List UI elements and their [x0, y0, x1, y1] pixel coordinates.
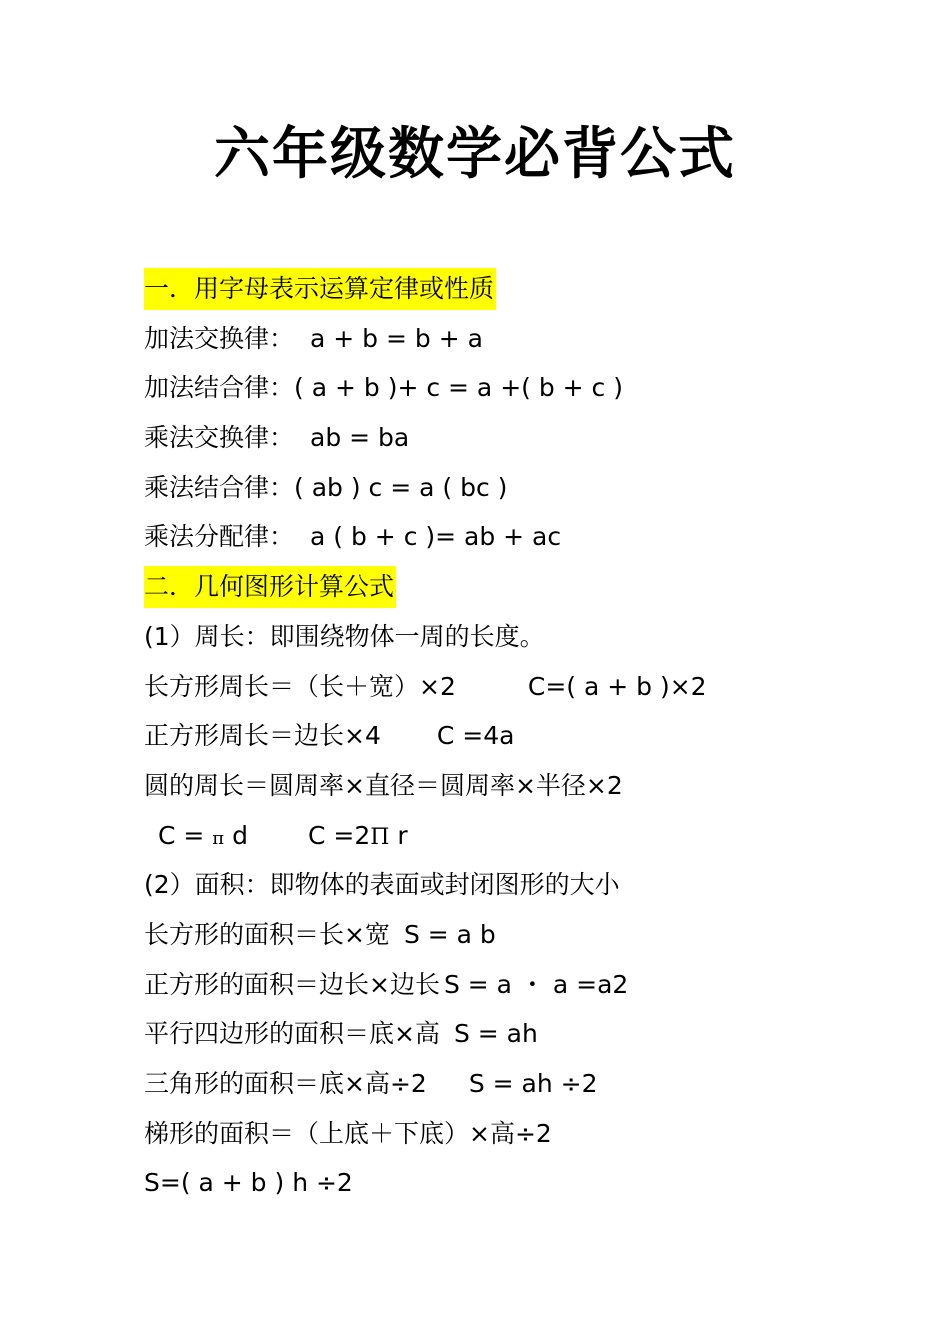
formula-row [144, 1158, 844, 1208]
section-heading-1-row [144, 264, 844, 314]
law-formula: a ( b + c )= ab + ac [310, 522, 562, 552]
formula-text: 长方形周长＝（长＋宽）×2 [144, 671, 456, 701]
circle-formula-row [144, 811, 844, 861]
section-heading-2-row [144, 562, 844, 612]
formula-text: 正方形的面积＝边长×边长 [144, 969, 440, 999]
formula-text: 正方形周长＝边长×4 [144, 721, 381, 751]
law-formula: ab = ba [310, 423, 410, 453]
circumference-formula-radius-end: r [389, 820, 408, 850]
formula-row [144, 1059, 844, 1109]
formula-row [144, 960, 844, 1010]
circumference-formula-diameter-end: d [224, 820, 248, 850]
pi-symbol: Π [370, 824, 390, 850]
formula-expression: C =4a [436, 721, 515, 751]
law-name: 乘法分配律： [144, 522, 295, 552]
law-formula: ( ab ) c = a ( bc ) [294, 472, 508, 502]
law-row [144, 363, 844, 413]
formula-row [144, 711, 844, 761]
law-name: 加法交换律： [144, 323, 295, 353]
section-heading-operation-laws: 一．用字母表示运算定律或性质 [144, 268, 496, 310]
law-name: 乘法交换律： [144, 423, 295, 453]
pi-symbol: π [212, 827, 225, 849]
law-row [144, 463, 844, 513]
formula-expression: S = ah [453, 1019, 538, 1049]
formula-text: 平行四边形的面积＝底×高 [144, 1019, 440, 1049]
page-title: 六年级数学必背公式 [214, 121, 736, 187]
circumference-formula-radius-start: C =2 [307, 820, 371, 850]
formula-text: 长方形的面积＝长×宽 [144, 919, 390, 949]
formula-expression: S = a b [403, 919, 496, 949]
section-heading-geometry-formulas: 二．几何图形计算公式 [144, 566, 396, 608]
law-formula: ( a + b )+ c = a +( b + c ) [294, 373, 623, 403]
formula-text: 梯形的面积＝（上底＋下底）×高÷2 [144, 1118, 552, 1148]
law-name: 乘法结合律： [144, 472, 295, 502]
law-row [144, 512, 844, 562]
formula-row [144, 761, 844, 811]
law-row [144, 413, 844, 463]
formula-row [144, 910, 844, 960]
perimeter-intro: (1）周长：即围绕物体一周的长度。 [144, 621, 545, 651]
law-row [144, 314, 844, 364]
area-intro: (2）面积：即物体的表面或封闭图形的大小 [144, 870, 620, 900]
formula-row [144, 662, 844, 712]
formula-expression: C=( a + b )×2 [527, 671, 707, 701]
formula-expression: S = ah ÷2 [468, 1069, 598, 1098]
formula-expression: S = a ・ a =a2 [443, 969, 629, 999]
formula-text: 三角形的面积＝底×高÷2 [144, 1069, 427, 1098]
formula-row [144, 1009, 844, 1059]
law-name: 加法结合律： [144, 373, 295, 403]
formula-row [144, 1109, 844, 1159]
law-formula: a + b = b + a [310, 323, 483, 353]
circumference-formula-diameter-start: C = [158, 820, 213, 850]
formula-text: 圆的周长＝圆周率×直径＝圆周率×半径×2 [144, 770, 623, 800]
formula-expression: S=( a + b ) h ÷2 [144, 1168, 353, 1198]
document-body [144, 264, 844, 1208]
